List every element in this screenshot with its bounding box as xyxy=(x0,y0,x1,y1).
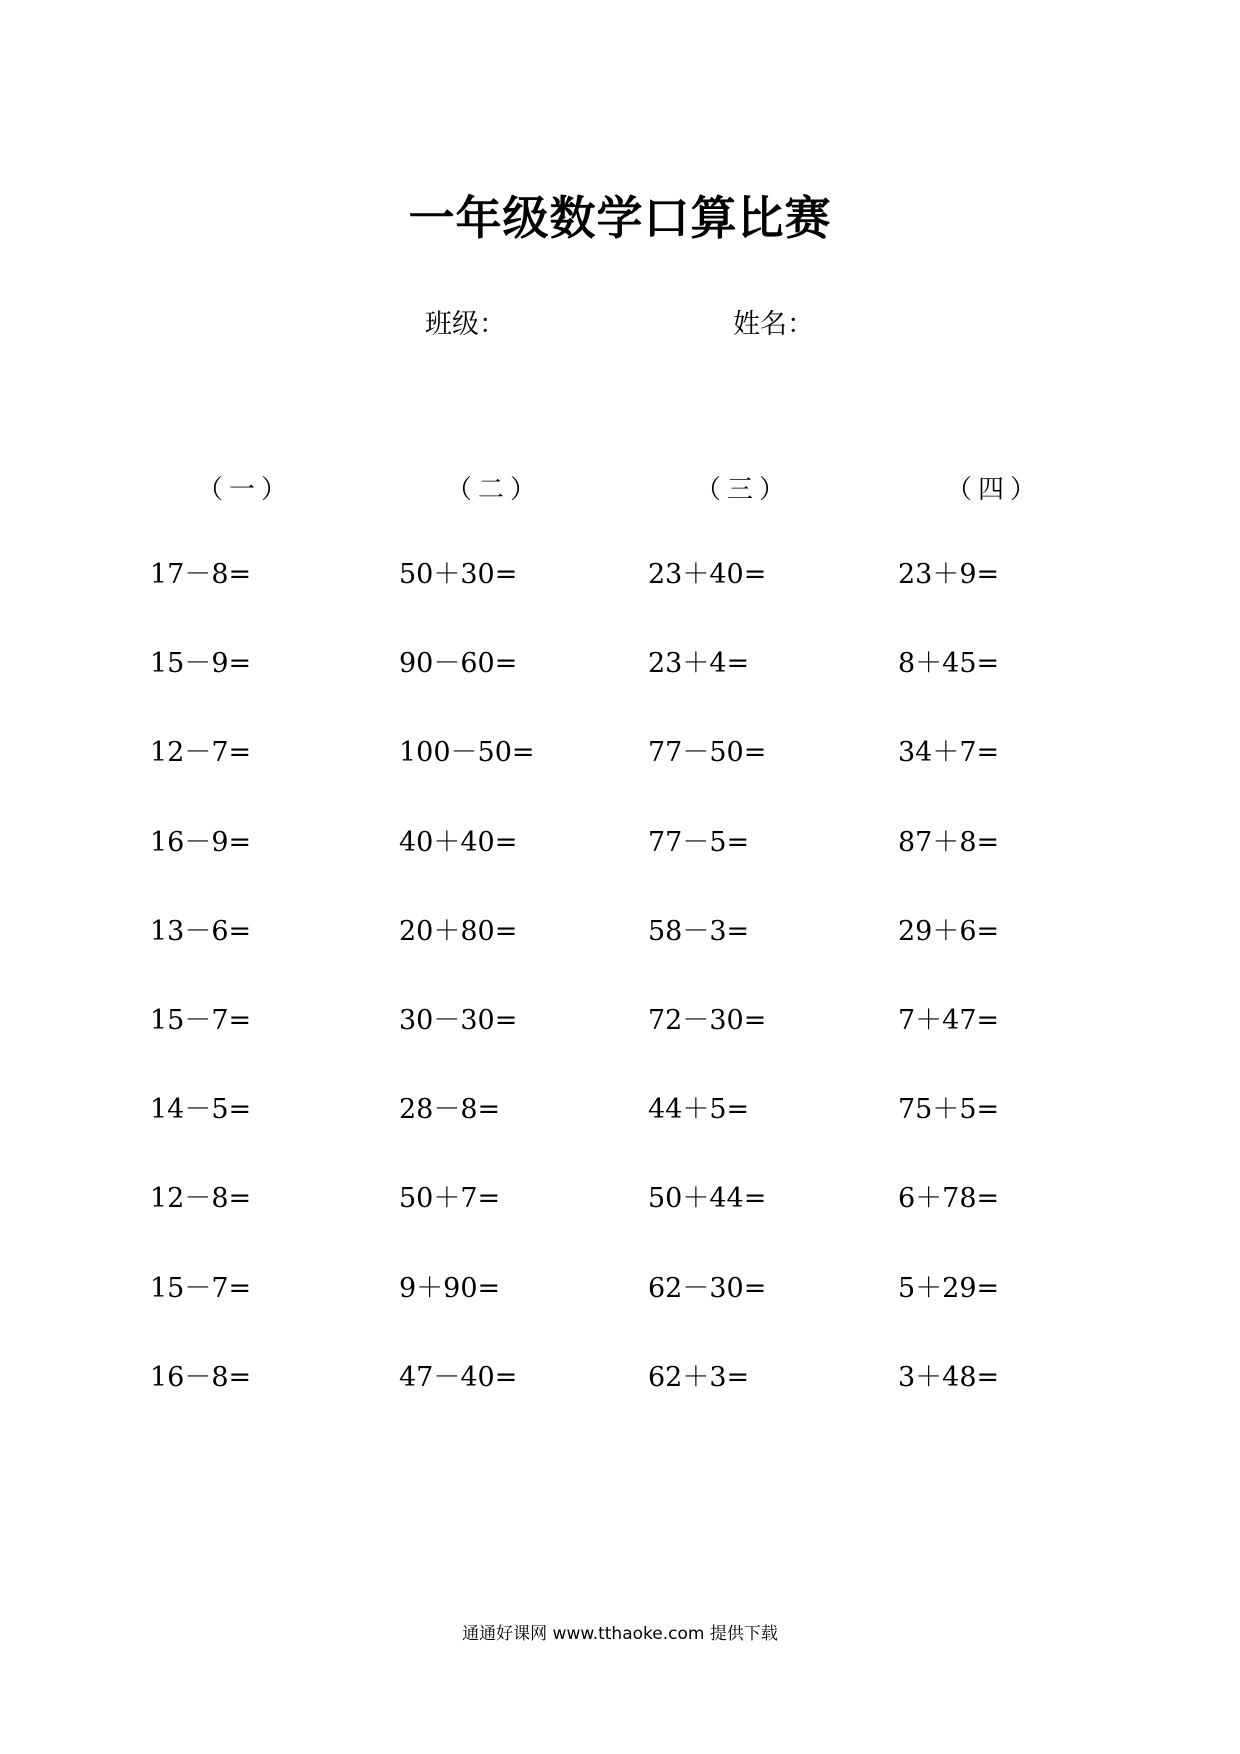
page-title: 一年级数学口算比赛 xyxy=(408,191,832,245)
footer-text: 通通好课网 www.tthaoke.com 提供下载 xyxy=(462,1624,778,1644)
problem-3-9: 62－30= xyxy=(648,1273,767,1304)
problem-4-1: 23＋9= xyxy=(898,559,1000,590)
problem-1-5: 13－6= xyxy=(150,916,252,947)
problem-4-5: 29＋6= xyxy=(898,916,1000,947)
name-label: 姓名： xyxy=(733,309,814,340)
problem-4-10: 3＋48= xyxy=(898,1362,1000,1393)
problem-1-10: 16－8= xyxy=(150,1362,252,1393)
problem-3-7: 44＋5= xyxy=(648,1094,750,1125)
problem-3-2: 23＋4= xyxy=(648,648,750,679)
section-header-1: （一） xyxy=(196,475,293,505)
problem-1-7: 14－5= xyxy=(150,1094,252,1125)
problem-3-6: 72－30= xyxy=(648,1005,767,1036)
problem-1-9: 15－7= xyxy=(150,1273,252,1304)
section-header-4: （四） xyxy=(945,475,1042,505)
problem-1-6: 15－7= xyxy=(150,1005,252,1036)
section-header-3: （三） xyxy=(694,475,791,505)
problem-2-1: 50＋30= xyxy=(399,559,518,590)
problem-3-8: 50＋44= xyxy=(648,1183,767,1214)
problem-1-4: 16－9= xyxy=(150,827,252,858)
problem-4-2: 8＋45= xyxy=(898,648,1000,679)
problem-1-2: 15－9= xyxy=(150,648,252,679)
problem-4-4: 87＋8= xyxy=(898,827,1000,858)
problem-3-4: 77－5= xyxy=(648,827,750,858)
problem-1-3: 12－7= xyxy=(150,737,252,768)
problem-2-10: 47－40= xyxy=(399,1362,518,1393)
problem-4-6: 7＋47= xyxy=(898,1005,1000,1036)
problem-4-3: 34＋7= xyxy=(898,737,1000,768)
problem-2-8: 50＋7= xyxy=(399,1183,501,1214)
problem-4-7: 75＋5= xyxy=(898,1094,1000,1125)
problem-4-8: 6＋78= xyxy=(898,1183,1000,1214)
problem-2-6: 30－30= xyxy=(399,1005,518,1036)
problem-4-9: 5＋29= xyxy=(898,1273,1000,1304)
class-label: 班级： xyxy=(425,309,506,340)
problem-1-8: 12－8= xyxy=(150,1183,252,1214)
problem-2-2: 90－60= xyxy=(399,648,518,679)
problem-2-9: 9＋90= xyxy=(399,1273,501,1304)
problem-2-5: 20＋80= xyxy=(399,916,518,947)
problem-1-1: 17－8= xyxy=(150,559,252,590)
problem-2-3: 100－50= xyxy=(399,737,535,768)
problem-3-1: 23＋40= xyxy=(648,559,767,590)
problem-3-10: 62＋3= xyxy=(648,1362,750,1393)
problem-2-4: 40＋40= xyxy=(399,827,518,858)
problem-3-3: 77－50= xyxy=(648,737,767,768)
problem-3-5: 58－3= xyxy=(648,916,750,947)
section-header-2: （二） xyxy=(445,475,542,505)
problem-2-7: 28－8= xyxy=(399,1094,501,1125)
